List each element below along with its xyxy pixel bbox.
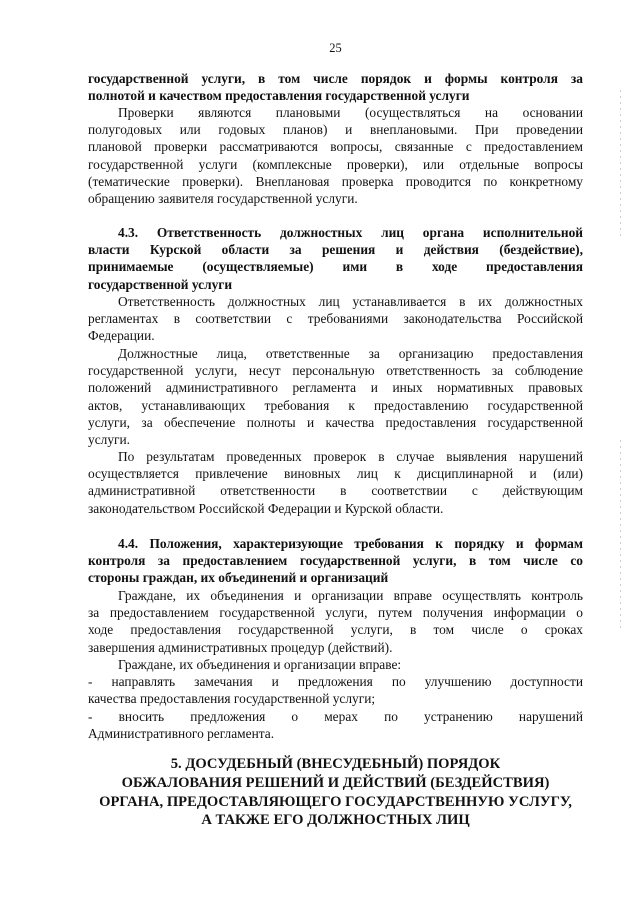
text-line: - вносить предложения о мерах по устранению нарушений bbox=[88, 709, 583, 724]
text-line: обращению заявителя государственной услуги. bbox=[88, 191, 358, 207]
text-line: государственной услуги bbox=[88, 276, 233, 292]
text-line: стороны граждан, их объединений и организаций bbox=[88, 570, 389, 586]
section-4-4-list-item-1 bbox=[88, 673, 583, 707]
para1-body bbox=[88, 104, 583, 207]
text-line: (тематические проверки). Внеплановая проверка проводится по конкретному bbox=[88, 173, 583, 189]
text-line: полнотой и качеством предоставления государственной услуги bbox=[88, 88, 470, 104]
text-line: регламентах в соответствии с требованиями законодательства Российской bbox=[88, 311, 583, 327]
text-line: осуществляется привлечение виновных лиц к дисциплинарной и (или) bbox=[88, 466, 583, 482]
section-4-4-paragraph-2 bbox=[88, 656, 583, 673]
text-line: административной ответственности в соответствии с действующим bbox=[88, 483, 583, 499]
text-line: Должностные лица, ответственные за организацию предоставления bbox=[118, 346, 583, 361]
section-5-heading-line: А ТАКЖЕ ЕГО ДОЛЖНОСТНЫХ ЛИЦ bbox=[201, 812, 470, 829]
text-line: принимаемые (осуществляемые) ими в ходе предоставления bbox=[88, 259, 583, 275]
text-line: государственной услуги, несут персональную ответственность за соблюдение bbox=[88, 363, 583, 379]
section-5-heading bbox=[88, 755, 583, 830]
text-line: Проверки являются плановыми (осуществляться на основании bbox=[118, 105, 583, 120]
text-line: качества предоставления государственной услуги; bbox=[88, 691, 376, 707]
text-line: Ответственность должностных лиц устанавливается в их должностных bbox=[118, 294, 583, 309]
text-line: положений административного регламента и иных нормативных правовых bbox=[88, 380, 583, 396]
page-number: 25 bbox=[329, 41, 342, 55]
section-4-3-paragraph-3 bbox=[88, 448, 583, 517]
text-line: Административного регламента. bbox=[88, 726, 275, 742]
scan-margin-mark bbox=[620, 90, 621, 240]
text-line: полугодовых или годовых планов) и внеплановыми. При проведении bbox=[88, 122, 583, 138]
section-4-3-paragraph-2 bbox=[88, 345, 583, 448]
para1-heading bbox=[88, 70, 583, 104]
text-line: завершения административных процедур (действий). bbox=[88, 639, 393, 655]
text-line: услуги. bbox=[88, 432, 131, 448]
section-4-4-paragraph-1 bbox=[88, 587, 583, 656]
text-line: власти Курской области за решения и действия (бездействие), bbox=[88, 242, 583, 258]
section-5-heading-line: 5. ДОСУДЕБНЫЙ (ВНЕСУДЕБНЫЙ) ПОРЯДОК bbox=[170, 756, 501, 772]
text-line: По результатам проведенных проверок в случае выявления нарушений bbox=[118, 449, 583, 464]
text-line: ходе предоставления государственной услуги, в том числе о сроках bbox=[88, 622, 583, 638]
section-4-4-list-item-2 bbox=[88, 708, 583, 742]
section-5-heading-line: ОРГАНА, ПРЕДОСТАВЛЯЮЩЕГО ГОСУДАРСТВЕННУЮ УСЛУГУ, bbox=[99, 793, 572, 810]
text-line: 4.3. Ответственность должностных лиц органа исполнительной bbox=[118, 225, 583, 240]
text-line: актов, устанавливающих требования к предоставлению государственной bbox=[88, 397, 583, 413]
text-line: государственной услуги (комплексные проверки), или отдельные вопросы bbox=[88, 156, 583, 172]
scan-margin-mark bbox=[620, 440, 621, 630]
text-line: Граждане, их объединения и организации вправе осуществлять контроль bbox=[118, 588, 583, 603]
text-line: Граждане, их объединения и организации вправе: bbox=[118, 657, 402, 672]
text-line: плановой проверки рассматриваются вопросы, связанные с предоставлением bbox=[88, 139, 583, 155]
section-4-3-heading bbox=[88, 224, 583, 293]
section-5-heading-line: ОБЖАЛОВАНИЯ РЕШЕНИЙ И ДЕЙСТВИЙ (БЕЗДЕЙСТВИЯ) bbox=[121, 774, 550, 791]
text-line: контроля за предоставлением государственной услуги, в том числе со bbox=[88, 553, 583, 569]
text-line: государственной услуги, в том числе порядок и формы контроля за bbox=[88, 71, 583, 86]
text-line: 4.4. Положения, характеризующие требования к порядку и формам bbox=[118, 536, 583, 551]
section-4-4-heading bbox=[88, 535, 583, 587]
section-4-3-paragraph-1 bbox=[88, 293, 583, 345]
text-line: Федерации. bbox=[88, 328, 155, 344]
text-line: - направлять замечания и предложения по улучшению доступности bbox=[88, 674, 583, 689]
text-line: законодательством Российской Федерации и Курской области. bbox=[88, 500, 444, 516]
text-line: за предоставлением государственной услуги, путем получения информации о bbox=[88, 605, 583, 621]
text-line: услуги, за обеспечение полноты и качества предоставления государственной bbox=[88, 414, 583, 430]
